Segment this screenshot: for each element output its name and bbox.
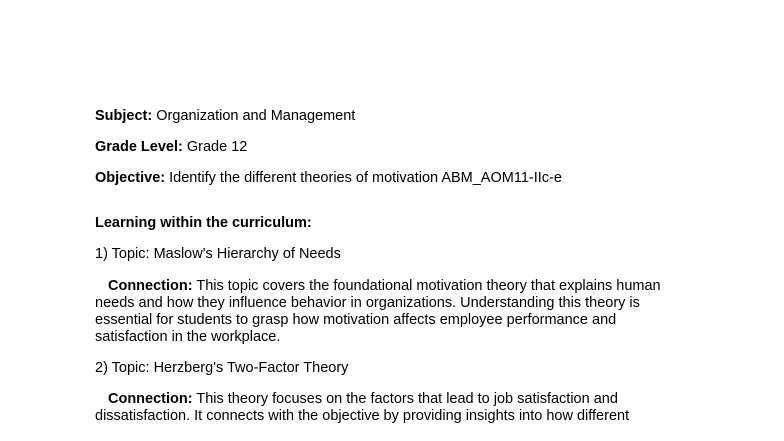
connection-label: Connection: <box>108 277 193 294</box>
grade-level-field <box>95 139 695 156</box>
topic-title: 1) Topic: Maslow's Hierarchy of Needs <box>95 246 341 262</box>
objective-field <box>95 170 695 187</box>
grade-level-value: Grade 12 <box>186 139 248 155</box>
connection-text: This topic covers the foundational motivation theory that explains human needs and how they influence behavior in organizations. Understanding this theory is essential for students to grasp how motivation affects employee performance and satisfaction in the workplace. <box>95 277 661 345</box>
objective-value: Identify the different theories of motivation ABM_AOM11-IIc-e <box>169 170 562 186</box>
section-heading: Learning within the curriculum: <box>95 215 312 231</box>
grade-level-label: Grade Level: <box>95 139 183 155</box>
connection-text: This theory focuses on the factors that lead to job satisfaction and dissatisfaction. It connects with the objective by providing insights into how different <box>95 391 630 424</box>
connection-label: Connection: <box>108 391 193 407</box>
subject-value: Organization and Management <box>156 108 356 124</box>
lesson-document <box>95 108 695 439</box>
topic-title: 2) Topic: Herzberg's Two-Factor Theory <box>95 359 349 376</box>
objective-label: Objective: <box>95 170 166 186</box>
subject-label: Subject: <box>95 108 153 124</box>
topic-connection <box>95 391 683 425</box>
subject-field <box>95 108 695 125</box>
topic-connection <box>95 278 683 346</box>
